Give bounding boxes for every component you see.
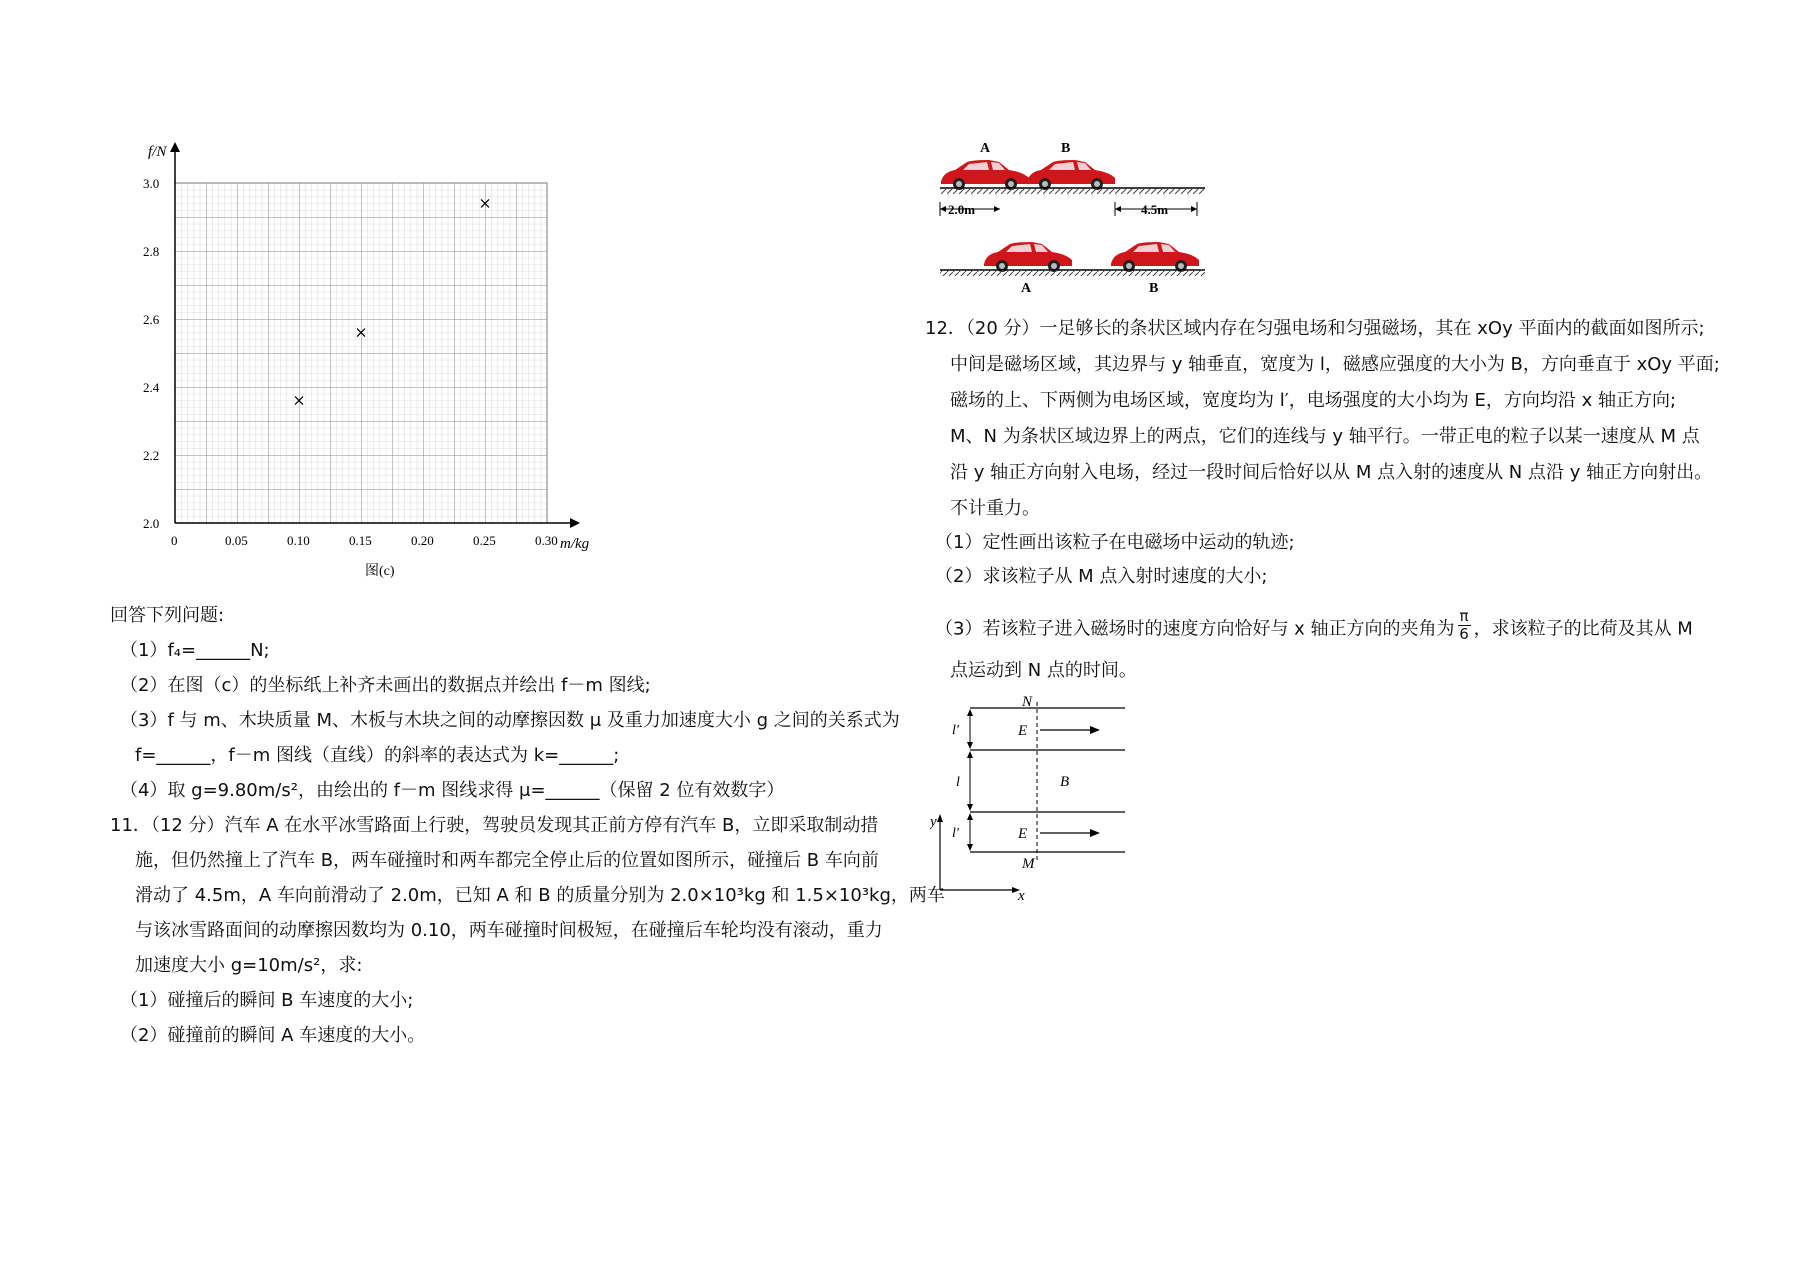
- intro-text: 回答下列问题:: [110, 605, 225, 626]
- x-axis-label: m/kg: [560, 536, 590, 552]
- y-axis-arrow: [170, 142, 180, 152]
- problem-12-q3-cont: 点运动到 N 点的时间。: [950, 660, 1137, 681]
- distance-b: 4.5m: [1141, 202, 1169, 217]
- question-10-1: （1）f₄=______N;: [120, 640, 270, 661]
- problem-12-line6: 不计重力。: [950, 498, 1040, 519]
- question-10-4: （4）取 g=9.80m/s²，由绘出的 f－m 图线求得 μ=______（保留 2 位有效数字）: [120, 780, 785, 801]
- field-region-diagram: [930, 690, 1140, 900]
- car-b-top: [1027, 160, 1115, 190]
- problem-11-line1: 11．（12 分）汽车 A 在水平冰雪路面上行驶，驾驶员发现其正前方停有汽车 B，立即采取制动措: [110, 815, 879, 836]
- point-m-label: M: [1022, 856, 1035, 872]
- width-middle-label: l: [956, 775, 960, 790]
- problem-11-line3: 滑动了 4.5m，A 车向前滑动了 2.0m，已知 A 和 B 的质量分别为 2.0×10³kg 和 1.5×10³kg，两车: [135, 885, 945, 906]
- friction-mass-graph: [130, 140, 610, 600]
- question-10-2: （2）在图（c）的坐标纸上补齐未画出的数据点并绘出 f－m 图线;: [120, 675, 651, 696]
- car-collision-diagram: [935, 140, 1215, 295]
- car-a-bottom: [984, 242, 1072, 272]
- problem-12-line5: 沿 y 轴正方向射入电场，经过一段时间后恰好以从 M 点入射的速度从 N 点沿 y 轴正方向射出。: [950, 462, 1713, 483]
- problem-11-line4: 与该冰雪路面间的动摩擦因数均为 0.10，两车碰撞时间极短，在碰撞后车轮均没有滚动，重力: [135, 920, 883, 941]
- problem-12-q3: [935, 607, 1693, 647]
- y-axis-label: f/N: [148, 144, 167, 160]
- car-a-top: [941, 160, 1029, 190]
- fraction: [1458, 608, 1471, 643]
- coord-x-label: x: [1018, 888, 1025, 900]
- y-tick-label: 2.0: [143, 516, 160, 531]
- grid-paper: [175, 183, 547, 523]
- origin-label: 0: [171, 533, 178, 548]
- x-tick-label: 0.10: [287, 533, 310, 548]
- x-tick-label: 0.25: [473, 533, 496, 548]
- problem-12-q1: （1）定性画出该粒子在电磁场中运动的轨迹;: [935, 532, 1295, 553]
- problem-11-q2: （2）碰撞前的瞬间 A 车速度的大小。: [120, 1025, 426, 1046]
- y-tick-label: 2.8: [143, 244, 160, 259]
- e-field-bottom-label: E: [1018, 826, 1028, 842]
- point-n-label: N: [1022, 694, 1033, 710]
- y-tick-label: 2.4: [143, 380, 160, 395]
- problem-12-line3: 磁场的上、下两侧为电场区域，宽度均为 l′，电场强度的大小均为 E，方向均沿 x 轴正方向;: [950, 390, 1677, 411]
- x-tick-label: 0.15: [349, 533, 372, 548]
- x-axis-arrow: [570, 518, 580, 528]
- width-top-label: l′: [952, 723, 959, 738]
- fraction-denominator: 6: [1459, 625, 1469, 643]
- question-10-3-cont: f=______，f－m 图线（直线）的斜率的表达式为 k=______;: [135, 745, 620, 766]
- car-a-bottom-label: A: [1021, 281, 1032, 295]
- car-b-bottom: [1111, 242, 1199, 272]
- problem-12-line2: 中间是磁场区域，其边界与 y 轴垂直，宽度为 l，磁感应强度的大小为 B，方向垂直于 xOy 平面;: [950, 354, 1720, 375]
- problem-12-q2: （2）求该粒子从 M 点入射时速度的大小;: [935, 566, 1268, 587]
- e-field-top-arrow: [1090, 726, 1100, 734]
- problem-11-q1: （1）碰撞后的瞬间 B 车速度的大小;: [120, 990, 414, 1011]
- distance-a: 2.0m: [948, 202, 976, 217]
- coord-y-label: y: [930, 814, 937, 830]
- x-tick-label: 0.30: [535, 533, 558, 548]
- width-bottom-label: l′: [952, 826, 959, 841]
- y-tick-label: 2.2: [143, 448, 160, 463]
- b-field-label: B: [1060, 774, 1070, 790]
- problem-12-q3-text: （3）若该粒子进入磁场时的速度方向恰好与 x 轴正方向的夹角为: [935, 618, 1455, 640]
- problem-12-line1: 12．（20 分）一足够长的条状区域内存在匀强电场和匀强磁场，其在 xOy 平面内的截面如图所示;: [925, 318, 1705, 339]
- problem-12-line4: M、N 为条状区域边界上的两点，它们的连线与 y 轴平行。一带正电的粒子以某一速度从 M 点: [950, 426, 1700, 447]
- coord-y-arrow: [937, 814, 943, 822]
- question-10-3: （3）f 与 m、木块质量 M、木板与木块之间的动摩擦因数 μ 及重力加速度大小 g 之间的关系式为: [120, 710, 900, 731]
- problem-12-q3-text-end: ，求该粒子的比荷及其从 M: [1473, 618, 1693, 640]
- car-b-top-label: B: [1061, 141, 1071, 156]
- x-tick-label: 0.05: [225, 533, 248, 548]
- problem-11-line5: 加速度大小 g=10m/s²，求:: [135, 955, 363, 976]
- problem-11-line2: 施，但仍然撞上了汽车 B，两车碰撞时和两车都完全停止后的位置如图所示，碰撞后 B 车向前: [135, 850, 879, 871]
- x-tick-label: 0.20: [411, 533, 434, 548]
- car-b-bottom-label: B: [1149, 281, 1159, 295]
- car-a-top-label: A: [980, 141, 991, 156]
- e-field-top-label: E: [1018, 723, 1028, 739]
- e-field-bottom-arrow: [1090, 829, 1100, 837]
- y-tick-label: 2.6: [143, 312, 160, 327]
- y-tick-label: 3.0: [143, 176, 160, 191]
- graph-caption: 图(c): [365, 564, 395, 579]
- fraction-numerator: π: [1459, 607, 1469, 625]
